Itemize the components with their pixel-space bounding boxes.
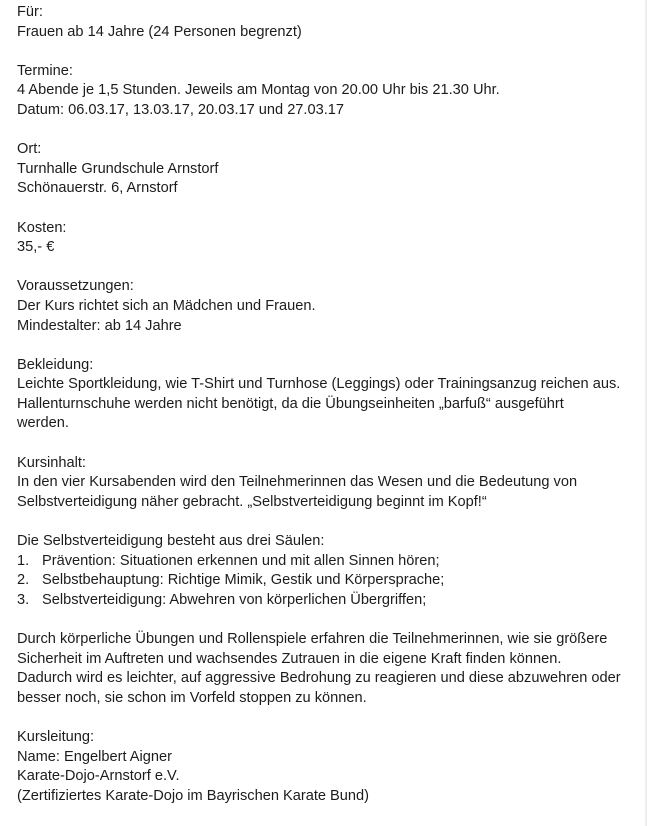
- bekleidung-line-1: Leichte Sportkleidung, wie T-Shirt und Turnhose (Leggings) oder Trainingsanzug reichen aus.: [17, 376, 621, 393]
- kursinhalt-line-1: In den vier Kursabenden wird den Teilnehmerinnen das Wesen und die Bedeutung von: [17, 474, 578, 491]
- kursinhalt-line-2: Selbstverteidigung näher gebracht. „Selbstverteidigung beginnt im Kopf!“: [17, 493, 487, 510]
- kursleitung-club: Karate-Dojo-Arnstorf e.V.: [17, 768, 180, 785]
- list-item-text: Selbstverteidigung: Abwehren von körperlichen Übergriffen;: [42, 591, 427, 608]
- uebungen-line-3: Dadurch wird es leichter, auf aggressive Bedrohung zu reagieren und diese abzuwehren oder: [17, 670, 621, 687]
- heading-ort: Ort:: [17, 141, 42, 158]
- section-uebungen: [17, 630, 637, 708]
- list-item: [17, 571, 637, 591]
- section-kosten: [17, 219, 637, 258]
- bekleidung-line-3: werden.: [17, 415, 69, 432]
- bekleidung-line-2: Hallenturnschuhe werden nicht benötigt, da die Übungseinheiten „barfuß“ ausgeführt: [17, 395, 564, 412]
- list-item: [17, 552, 637, 572]
- section-kursinhalt: [17, 454, 637, 513]
- termine-schedule: 4 Abende je 1,5 Stunden. Jeweils am Montag von 20.00 Uhr bis 21.30 Uhr.: [17, 82, 500, 99]
- heading-voraussetzungen: Voraussetzungen:: [17, 278, 134, 295]
- section-voraussetzungen: [17, 277, 637, 336]
- heading-fuer: Für:: [17, 4, 43, 20]
- uebungen-line-1: Durch körperliche Übungen und Rollenspiele erfahren die Teilnehmerinnen, wie sie größere: [17, 631, 608, 647]
- list-item-text: Prävention: Situationen erkennen und mit allen Sinnen hören;: [42, 552, 440, 569]
- section-kursleitung: [17, 728, 637, 806]
- voraussetzungen-target: Der Kurs richtet sich an Mädchen und Frauen.: [17, 297, 316, 314]
- pillars-list: [17, 552, 637, 611]
- section-ort: [17, 140, 637, 199]
- list-item-number: 1.: [17, 552, 30, 569]
- ort-venue: Turnhalle Grundschule Arnstorf: [17, 160, 219, 177]
- voraussetzungen-min-age: Mindestalter: ab 14 Jahre: [17, 317, 182, 334]
- uebungen-line-4: besser noch, sie schon im Vorfeld stoppen zu können.: [17, 689, 367, 706]
- uebungen-line-2: Sicherheit im Auftreten und wachsendes Zutrauen in die eigene Kraft finden können.: [17, 650, 562, 667]
- saeulen-intro: Die Selbstverteidigung besteht aus drei Säulen:: [17, 533, 325, 550]
- heading-termine: Termine:: [17, 62, 73, 79]
- kursleitung-name: Name: Engelbert Aigner: [17, 748, 172, 765]
- fuer-text: Frauen ab 14 Jahre (24 Personen begrenzt): [17, 23, 302, 40]
- section-termine: [17, 62, 637, 121]
- section-fuer: [17, 3, 637, 42]
- list-item-number: 2.: [17, 572, 30, 589]
- heading-kursleitung: Kursleitung:: [17, 728, 95, 745]
- heading-kosten: Kosten:: [17, 219, 67, 236]
- list-item-number: 3.: [17, 591, 30, 608]
- list-item: [17, 591, 637, 611]
- heading-kursinhalt: Kursinhalt:: [17, 454, 86, 471]
- ort-address: Schönauerstr. 6, Arnstorf: [17, 180, 178, 197]
- list-item-text: Selbstbehauptung: Richtige Mimik, Gestik und Körpersprache;: [42, 572, 445, 589]
- kursleitung-note: (Zertifiziertes Karate-Dojo im Bayrischen Karate Bund): [17, 787, 370, 804]
- termine-dates: Datum: 06.03.17, 13.03.17, 20.03.17 und 27.03.17: [17, 101, 344, 118]
- section-bekleidung: [17, 356, 637, 434]
- document-page: [17, 3, 637, 826]
- section-saeulen: [17, 532, 637, 610]
- kosten-price: 35,- €: [17, 239, 55, 256]
- heading-bekleidung: Bekleidung:: [17, 356, 94, 373]
